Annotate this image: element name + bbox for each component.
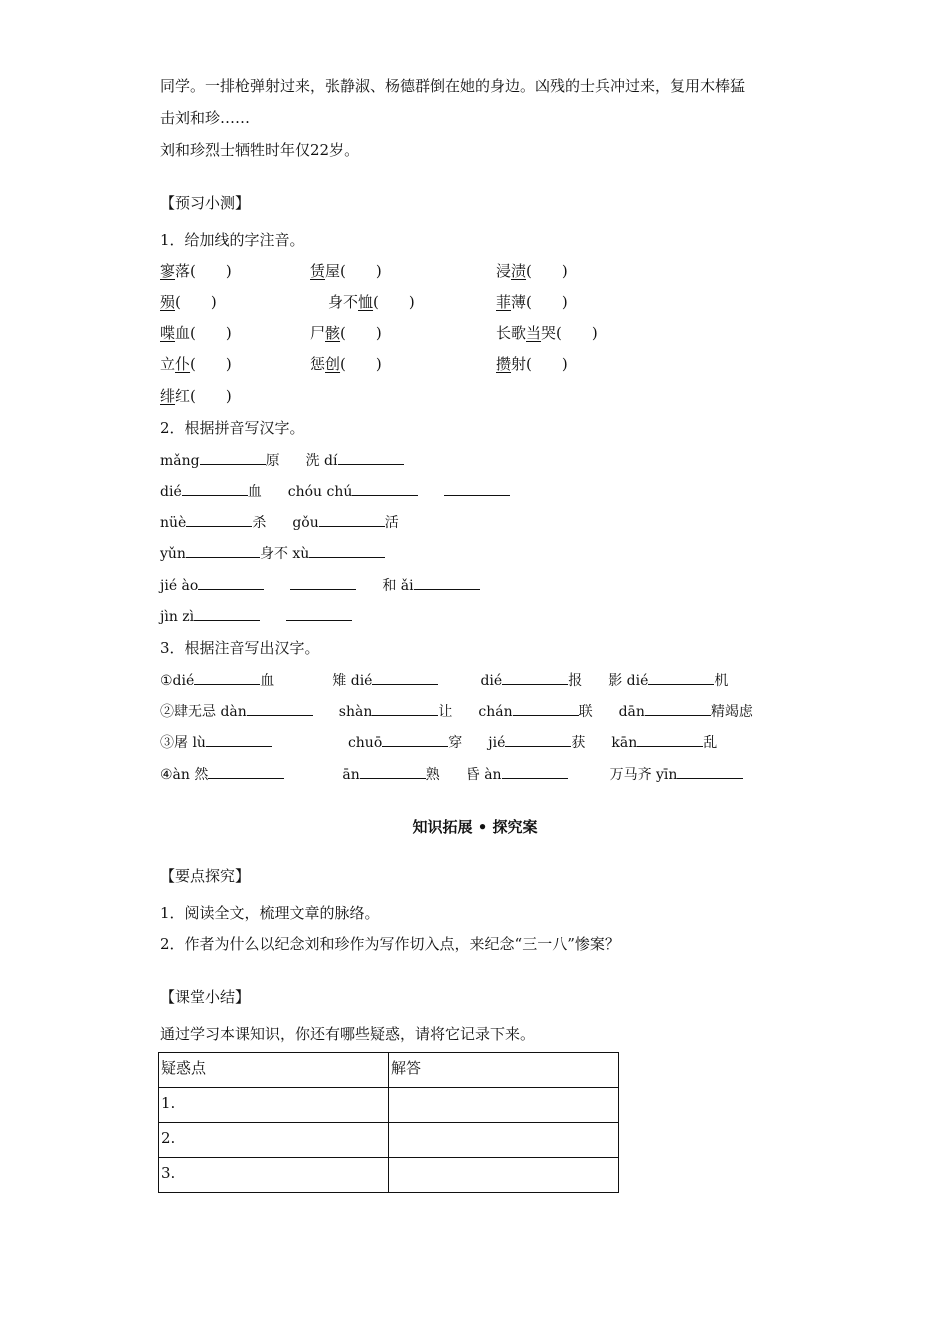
preview-heading: 【预习小测】 (160, 194, 251, 212)
q2-title: 2．根据拼音写汉字。 (160, 419, 305, 437)
table-row (159, 1088, 619, 1123)
q2-row-4: yǔn 身不 xù (160, 543, 385, 564)
answer-cell[interactable] (389, 1158, 619, 1193)
explore-q1: 1．阅读全文，梳理文章的脉络。 (160, 904, 380, 922)
q1-item: 惩创( ) (310, 355, 382, 373)
q1-item: 尸骸( ) (310, 324, 382, 342)
table-row (159, 1123, 619, 1158)
q1-item: 殒( ) (160, 293, 217, 311)
q1-item: 浸渍( ) (496, 262, 568, 280)
q2-row-3: nüè 杀 gǒu 活 (160, 512, 399, 533)
q2-row-6: jìn zì (160, 606, 352, 627)
q1-item: 喋血( ) (160, 324, 232, 342)
table-cell[interactable]: 1. (159, 1088, 389, 1123)
questions-table (158, 1052, 619, 1193)
q3-row-4: ④àn 然 ān 熟 昏 àn 万马齐 yīn (160, 764, 743, 785)
table-header-cell: 疑惑点 (159, 1053, 389, 1088)
q1-item: 立仆( ) (160, 355, 232, 373)
q3-title: 3．根据注音写出汉字。 (160, 639, 320, 657)
intro-line-3: 刘和珍烈士牺牲时年仅22岁。 (160, 141, 360, 159)
q1-item: 菲薄( ) (496, 293, 568, 311)
table-row (159, 1158, 619, 1193)
q2-row-1: mǎng 原 洗 dí (160, 450, 404, 471)
table-cell[interactable]: 2. (159, 1123, 389, 1158)
answer-cell[interactable] (389, 1088, 619, 1123)
table-cell[interactable]: 3. (159, 1158, 389, 1193)
q3-row-1: ①dié 血 雉 dié dié 报 影 dié 机 (160, 670, 728, 691)
intro-line-2: 击刘和珍…… (160, 109, 251, 127)
table-header-row (159, 1053, 619, 1088)
q1-item: 长歌当哭( ) (496, 324, 598, 342)
table-header-cell: 解答 (389, 1053, 619, 1088)
q1-item: 攒射( ) (496, 355, 568, 373)
answer-cell[interactable] (389, 1123, 619, 1158)
explore-q2: 2．作者为什么以纪念刘和珍作为写作切入点，来纪念“三一八”惨案？ (160, 935, 620, 953)
q3-row-3: ③屠 lù chuō 穿 jié 获 kān 乱 (160, 732, 717, 753)
summary-prompt: 通过学习本课知识，你还有哪些疑惑，请将它记录下来。 (160, 1025, 536, 1043)
q1-item: 寥落( ) (160, 262, 232, 280)
explore-heading: 【要点探究】 (160, 867, 251, 885)
q1-item: 赁屋( ) (310, 262, 382, 280)
summary-heading: 【课堂小结】 (160, 988, 251, 1006)
q1-item: 身不恤( ) (328, 293, 415, 311)
section-title: 知识拓展 • 探究案 (412, 818, 538, 836)
q1-title: 1．给加线的字注音。 (160, 231, 305, 249)
q1-item: 绯红( ) (160, 387, 232, 405)
intro-line-1: 同学。一排枪弹射过来，张静淑、杨德群倒在她的身边。凶残的士兵冲过来，复用木棒猛 (160, 77, 746, 95)
q2-row-2: dié 血 chóu chú (160, 481, 510, 502)
q3-row-2: ②肆无忌 dàn shàn 让 chán 联 dān 精竭虑 (160, 701, 753, 722)
q2-row-5: jié ào 和 ǎi (160, 575, 480, 596)
